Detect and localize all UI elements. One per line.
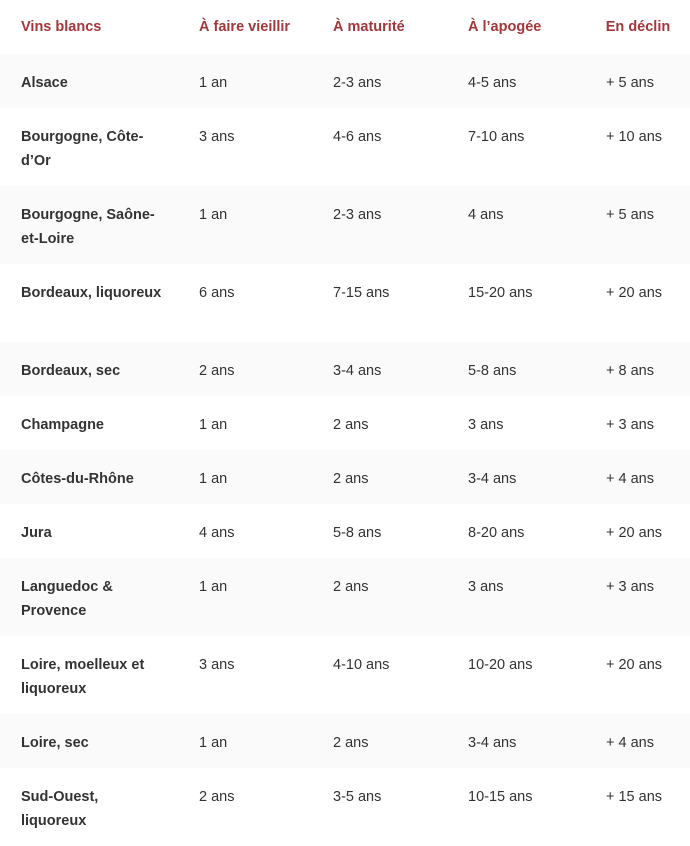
peak-cell: 5-8 ans (468, 363, 517, 379)
maturity-cell: 7-15 ans (333, 285, 390, 301)
decline-cell: + 8 ans (606, 363, 654, 379)
table-row (0, 768, 690, 846)
wine-name-cell: Bordeaux, liquoreux (21, 285, 162, 301)
to-age-cell: 6 ans (199, 285, 235, 301)
maturity-cell: 2 ans (333, 735, 369, 751)
to-age-cell: 1 an (199, 417, 228, 433)
header-peak: À l’apogée (468, 19, 542, 35)
maturity-cell: 2-3 ans (333, 207, 382, 223)
decline-cell: + 4 ans (606, 471, 654, 487)
to-age-cell: 1 an (199, 207, 228, 223)
to-age-cell: 2 ans (199, 789, 235, 805)
wine-name-cell: Alsace (21, 75, 68, 91)
table-row (0, 636, 690, 714)
decline-cell: + 5 ans (606, 207, 654, 223)
maturity-cell: 5-8 ans (333, 525, 382, 541)
header-decline: En déclin (605, 19, 671, 35)
table-row (0, 450, 690, 504)
wine-name-cell: Bourgogne, Saône-et-Loire (21, 207, 155, 247)
peak-cell: 3-4 ans (468, 735, 517, 751)
header-wine-type: Vins blancs (21, 19, 102, 35)
decline-cell: + 20 ans (606, 525, 663, 541)
wine-name-cell: Bordeaux, sec (21, 363, 121, 379)
maturity-cell: 2 ans (333, 471, 369, 487)
decline-cell: + 4 ans (606, 735, 654, 751)
peak-cell: 4 ans (468, 207, 504, 223)
wine-name-cell: Loire, moelleux et liquoreux (21, 657, 145, 697)
table-row (0, 558, 690, 636)
to-age-cell: 3 ans (199, 657, 235, 673)
decline-cell: + 15 ans (606, 789, 663, 805)
table-row (0, 186, 690, 264)
header-to-age: À faire vieillir (199, 19, 291, 35)
wine-name-cell: Jura (21, 525, 52, 541)
table-row (0, 714, 690, 768)
decline-cell: + 3 ans (606, 579, 654, 595)
wine-name-cell: Languedoc & Provence (21, 579, 113, 619)
maturity-cell: 2 ans (333, 579, 369, 595)
peak-cell: 7-10 ans (468, 129, 525, 145)
maturity-cell: 2-3 ans (333, 75, 382, 91)
maturity-cell: 2 ans (333, 417, 369, 433)
peak-cell: 8-20 ans (468, 525, 525, 541)
maturity-cell: 4-6 ans (333, 129, 382, 145)
maturity-cell: 4-10 ans (333, 657, 390, 673)
wine-name-cell: Loire, sec (21, 735, 89, 751)
decline-cell: + 5 ans (606, 75, 654, 91)
table-header-row (0, 0, 690, 54)
to-age-cell: 4 ans (199, 525, 235, 541)
to-age-cell: 1 an (199, 579, 228, 595)
to-age-cell: 3 ans (199, 129, 235, 145)
table-row (0, 264, 690, 342)
peak-cell: 3 ans (468, 417, 504, 433)
wine-name-cell: Champagne (21, 417, 104, 433)
maturity-cell: 3-5 ans (333, 789, 382, 805)
to-age-cell: 1 an (199, 471, 228, 487)
to-age-cell: 2 ans (199, 363, 235, 379)
peak-cell: 4-5 ans (468, 75, 517, 91)
peak-cell: 10-15 ans (468, 789, 533, 805)
wine-name-cell: Sud-Ouest, liquoreux (21, 789, 99, 829)
table-row (0, 342, 690, 396)
header-maturity: À maturité (333, 19, 405, 35)
peak-cell: 3 ans (468, 579, 504, 595)
peak-cell: 10-20 ans (468, 657, 533, 673)
decline-cell: + 20 ans (606, 285, 663, 301)
table-row (0, 504, 690, 558)
table-row (0, 108, 690, 186)
decline-cell: + 3 ans (606, 417, 654, 433)
peak-cell: 15-20 ans (468, 285, 533, 301)
to-age-cell: 1 an (199, 735, 228, 751)
to-age-cell: 1 an (199, 75, 228, 91)
peak-cell: 3-4 ans (468, 471, 517, 487)
table-row (0, 396, 690, 450)
decline-cell: + 10 ans (606, 129, 663, 145)
table-row (0, 54, 690, 108)
wine-name-cell: Côtes-du-Rhône (21, 471, 134, 487)
wine-name-cell: Bourgogne, Côte-d’Or (21, 129, 144, 169)
maturity-cell: 3-4 ans (333, 363, 382, 379)
decline-cell: + 20 ans (606, 657, 663, 673)
